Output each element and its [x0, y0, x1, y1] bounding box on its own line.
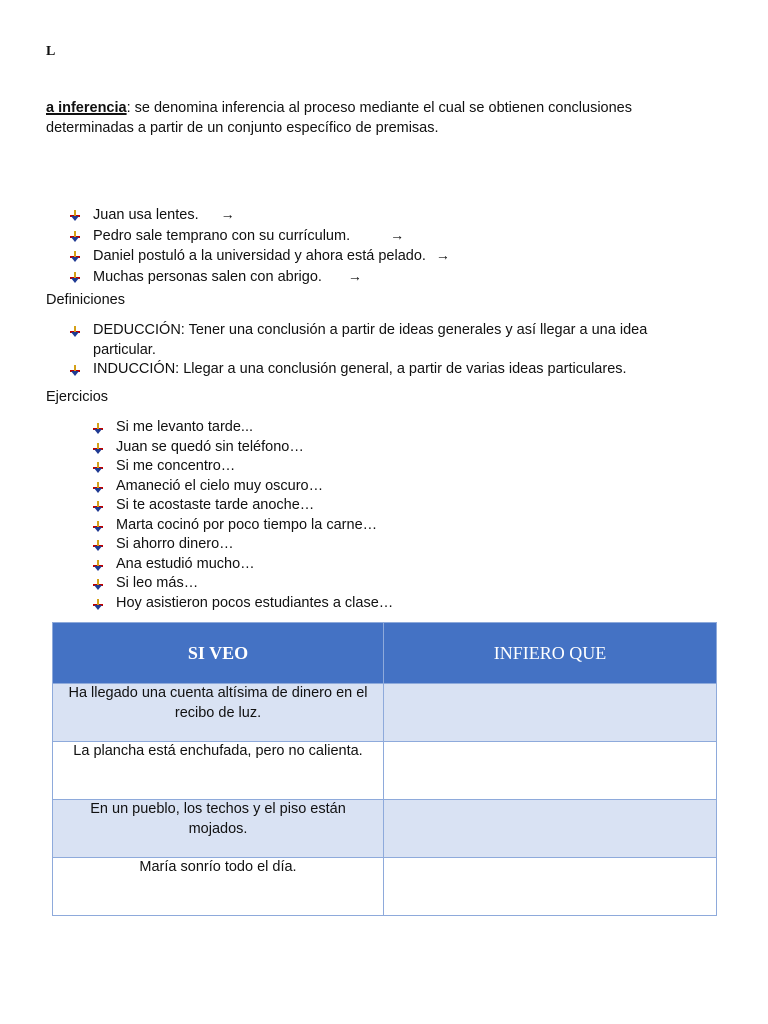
definition-text: DEDUCCIÓN: Tener una conclusión a partir de ideas generales y así llegar a una idea particular. [93, 322, 648, 358]
header-si-veo: SI VEO [53, 623, 384, 684]
exercise-text: Si leo más… [116, 575, 199, 591]
example-text: Muchas personas salen con abrigo. [93, 268, 322, 285]
exercise-text: Ana estudió mucho… [116, 555, 255, 572]
right-arrow-icon: → [390, 226, 405, 243]
list-item [116, 418, 716, 438]
list-item [93, 267, 713, 288]
exercise-text: Hoy asistieron pocos estudiantes a clase… [116, 594, 394, 611]
arrow-down-bullet-icon [93, 482, 103, 493]
arrow-down-bullet-icon [70, 272, 80, 283]
list-item [116, 457, 716, 477]
arrow-down-bullet-icon [93, 521, 103, 532]
arrow-down-bullet-icon [70, 326, 80, 337]
definitions-heading: Definiciones [46, 292, 125, 308]
inference-cell[interactable] [384, 858, 717, 916]
list-item [116, 594, 716, 614]
arrow-down-bullet-icon [93, 443, 103, 454]
arrow-down-bullet-icon [70, 365, 80, 376]
observation-cell: En un pueblo, los techos y el piso están mojados. [53, 800, 384, 858]
arrow-down-bullet-icon [70, 210, 80, 221]
list-item [116, 555, 716, 575]
right-arrow-icon: → [435, 247, 450, 263]
list-item [93, 226, 713, 247]
arrow-down-bullet-icon [93, 560, 103, 571]
example-text: Daniel postuló a la universidad y ahora está pelado. [93, 248, 426, 264]
table-header-row [53, 623, 717, 684]
table-row [53, 800, 717, 858]
arrow-down-bullet-icon [93, 501, 103, 512]
list-item [116, 496, 716, 516]
observation-cell: Ha llegado una cuenta altísima de dinero en el recibo de luz. [53, 684, 384, 742]
observation-cell: La plancha está enchufada, pero no calienta. [53, 742, 384, 800]
arrow-down-bullet-icon [70, 231, 80, 242]
arrow-down-bullet-icon [93, 540, 103, 551]
inference-cell[interactable] [384, 742, 717, 800]
examples-list [93, 205, 713, 287]
list-item [93, 205, 713, 226]
exercise-text: Si me levanto tarde... [116, 419, 254, 435]
exercise-text: Amaneció el cielo muy oscuro… [116, 477, 324, 494]
exercises-list [116, 418, 716, 613]
arrow-down-bullet-icon [70, 251, 80, 262]
exercises-heading: Ejercicios [46, 389, 109, 405]
definitions-list [93, 321, 703, 380]
list-item [116, 516, 716, 536]
observation-cell: María sonrío todo el día. [53, 858, 384, 916]
right-arrow-icon: → [347, 267, 362, 284]
arrow-down-bullet-icon [93, 423, 103, 434]
list-item [116, 477, 716, 497]
intro-term: a inferencia [46, 100, 127, 116]
arrow-down-bullet-icon [93, 599, 103, 610]
exercise-text: Marta cocinó por poco tiempo la carne… [116, 516, 378, 533]
list-item [116, 535, 716, 555]
exercise-text: Si me concentro… [116, 458, 236, 474]
table-row [53, 742, 717, 800]
example-text: Pedro sale temprano con su currículum. [93, 227, 351, 244]
definition-text: INDUCCIÓN: Llegar a una conclusión general, a partir de varias ideas particulares. [93, 361, 627, 377]
table-row [53, 858, 717, 916]
exercise-text: Juan se quedó sin teléfono… [116, 438, 304, 455]
list-item [116, 574, 716, 594]
arrow-down-bullet-icon [93, 462, 103, 473]
arrow-down-bullet-icon [93, 579, 103, 590]
right-arrow-icon: → [220, 206, 235, 222]
exercise-text: Si ahorro dinero… [116, 536, 234, 552]
inference-cell[interactable] [384, 800, 717, 858]
intro-paragraph [46, 99, 706, 138]
page-letter: L [46, 44, 56, 59]
list-item [93, 246, 713, 267]
table-row [53, 684, 717, 742]
list-item [93, 360, 703, 380]
example-text: Juan usa lentes. [93, 207, 199, 223]
header-infiero-que: INFIERO QUE [384, 623, 717, 684]
exercise-text: Si te acostaste tarde anoche… [116, 497, 315, 513]
intro-text: : se denomina inferencia al proceso mediante el cual se obtienen conclusiones determinadas a partir de un conjunto específico de premisas. [46, 100, 632, 136]
list-item [116, 438, 716, 458]
inference-cell[interactable] [384, 684, 717, 742]
inference-table [52, 622, 717, 916]
list-item [93, 321, 703, 360]
